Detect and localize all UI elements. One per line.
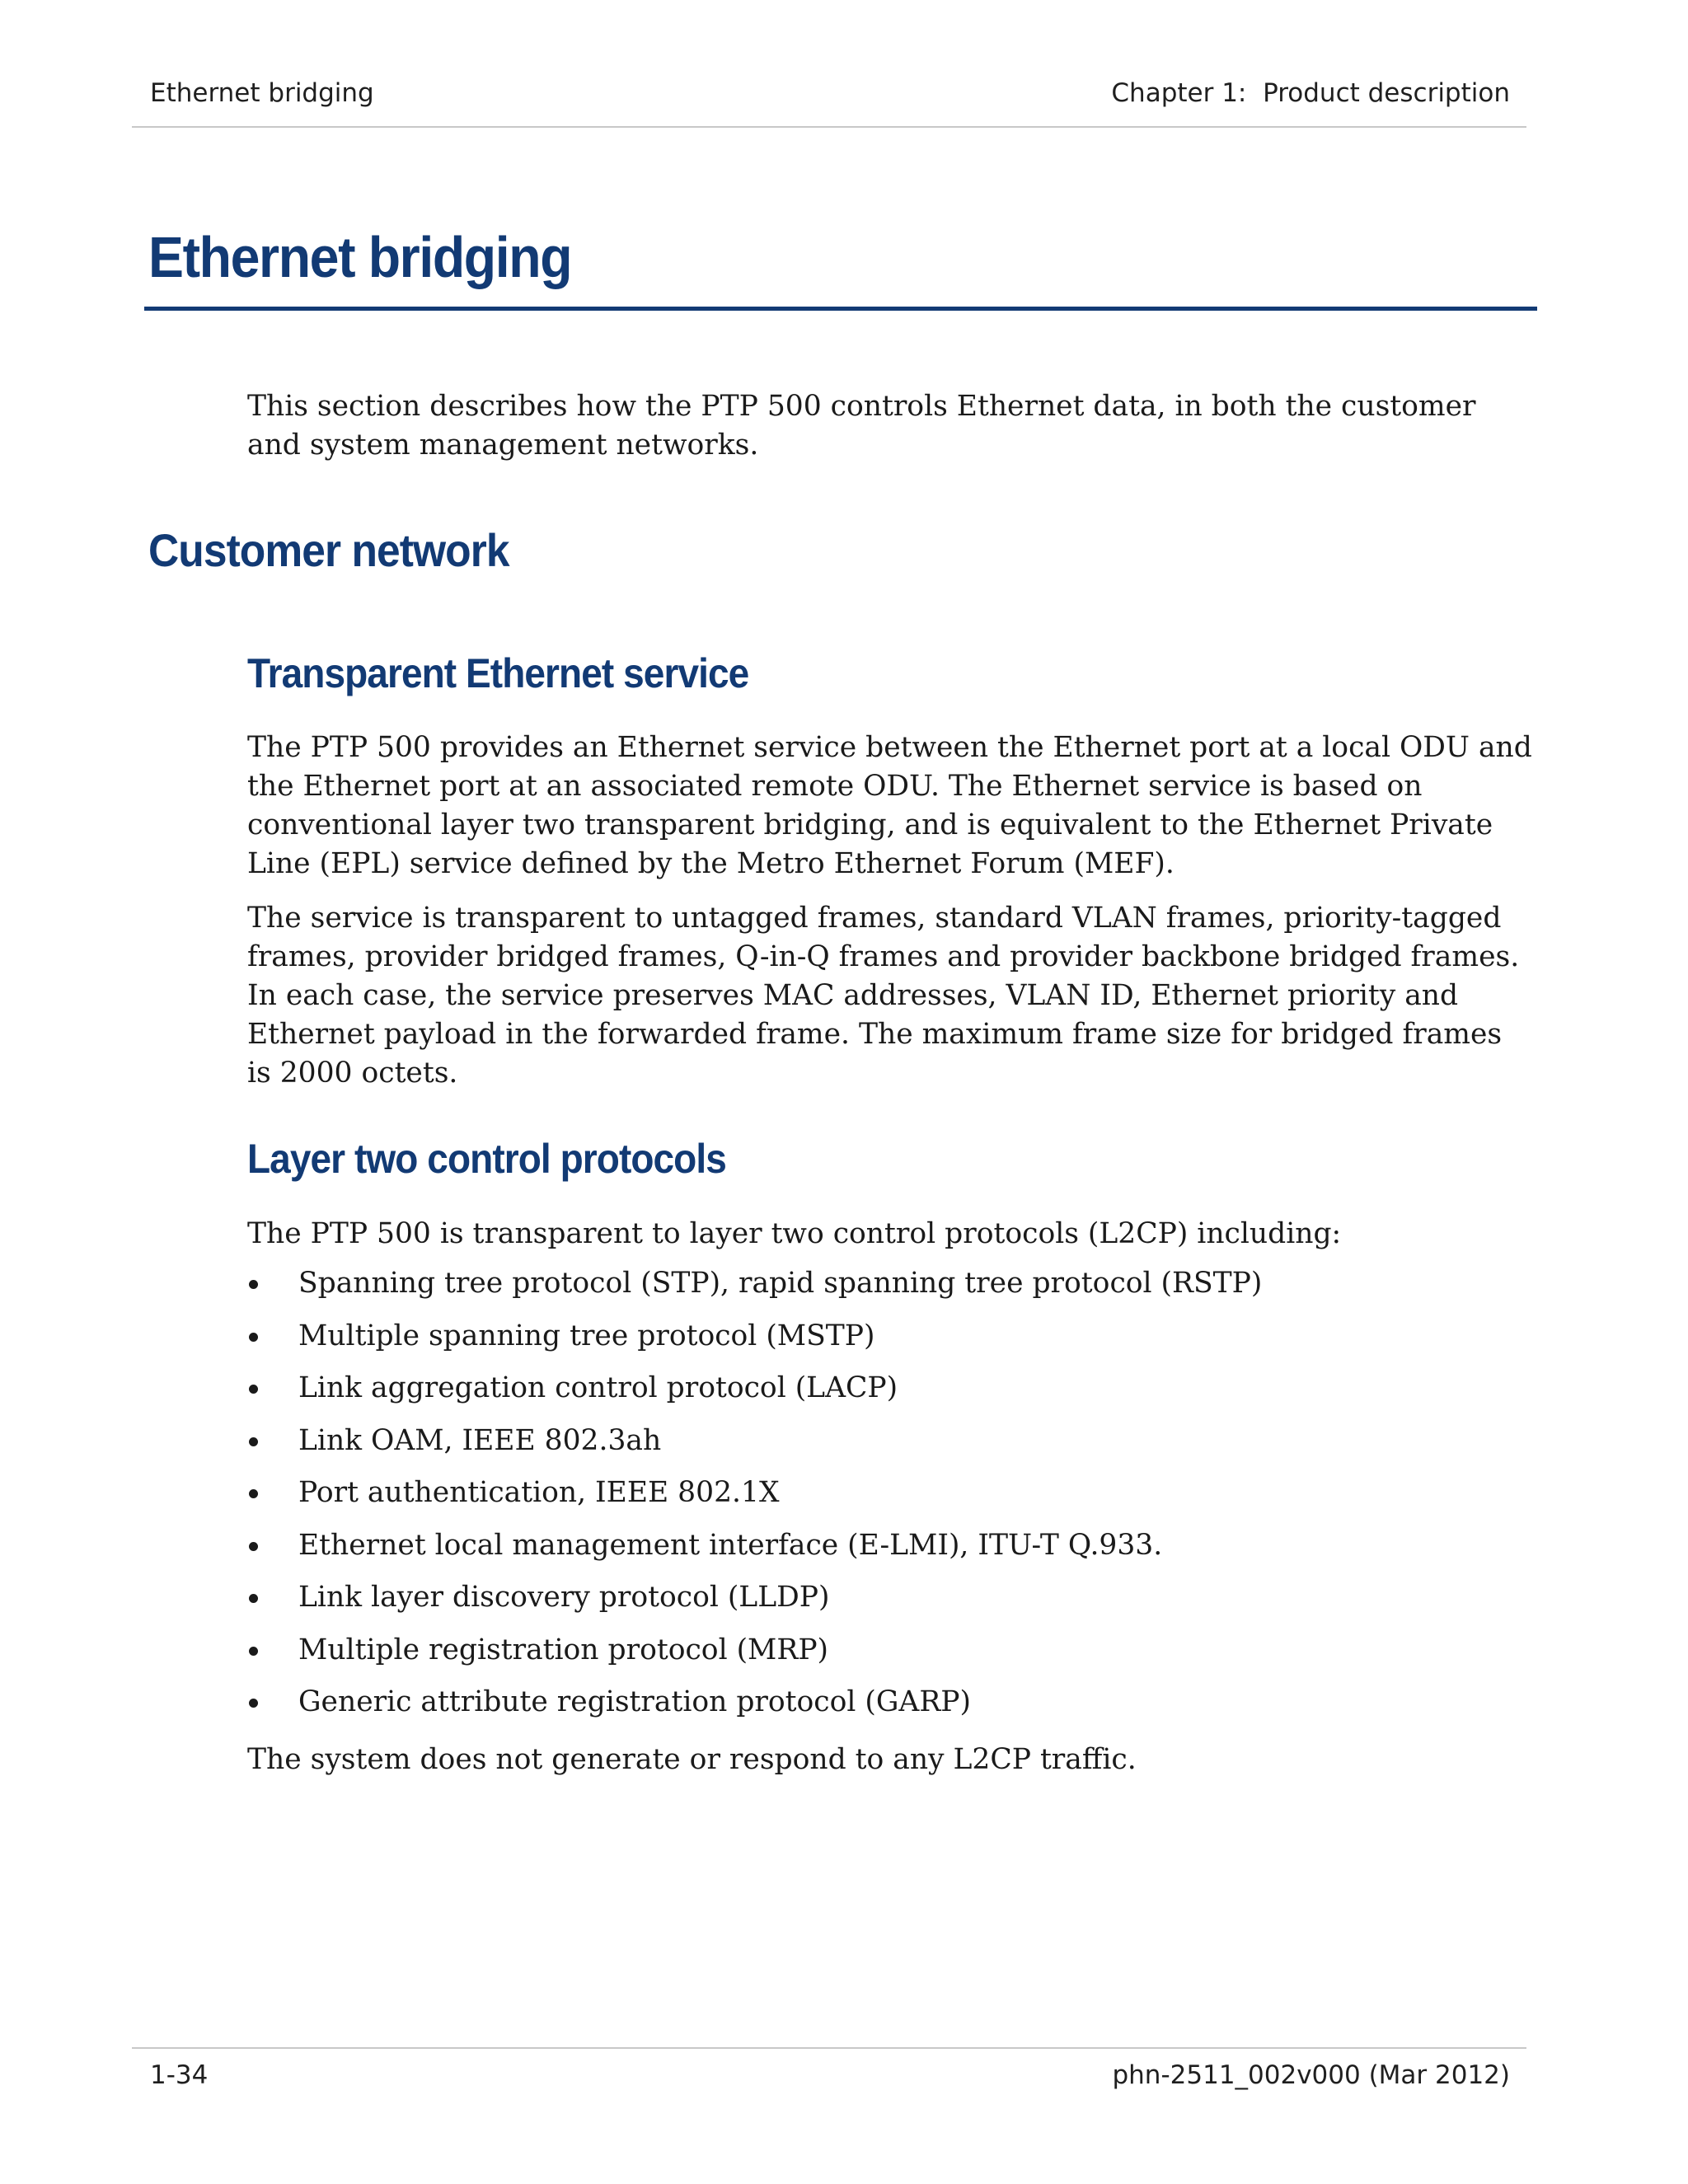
list-item-text: Link layer discovery protocol (LLDP) (298, 1581, 830, 1614)
list-item (247, 1317, 1533, 1370)
bullet-icon (249, 1280, 258, 1289)
list-item-text: Generic attribute registration protocol (GARP) (298, 1685, 971, 1718)
bullet-icon (249, 1594, 258, 1603)
list-item (247, 1474, 1533, 1526)
list-item (247, 1422, 1533, 1474)
intro-paragraph: This section describes how the PTP 500 controls Ethernet data, in both the customer and system management networks. (247, 390, 1476, 462)
bullet-icon (249, 1647, 258, 1656)
subsection-heading-transparent-ethernet: Transparent Ethernet service (247, 650, 749, 696)
list-item-text: Port authentication, IEEE 802.1X (298, 1476, 780, 1509)
list-item (247, 1369, 1533, 1422)
list-item-text: Spanning tree protocol (STP), rapid spanning tree protocol (RSTP) (298, 1267, 1263, 1300)
list-item-text: Multiple spanning tree protocol (MSTP) (298, 1319, 875, 1352)
page-number: 1-34 (150, 2060, 209, 2090)
section-heading-customer-network: Customer network (148, 524, 509, 576)
list-item-text: Multiple registration protocol (MRP) (298, 1633, 829, 1666)
title-underline-divider (144, 307, 1537, 311)
list-item (247, 1526, 1533, 1579)
bullet-icon (249, 1333, 258, 1342)
l2cp-closing-paragraph: The system does not generate or respond to any L2CP traffic. (247, 1743, 1137, 1776)
bullet-icon (249, 1385, 258, 1394)
subsection-heading-l2cp: Layer two control protocols (247, 1136, 726, 1182)
running-footer (132, 2047, 1526, 2148)
bullet-icon (249, 1699, 258, 1708)
transparent-service-paragraph-2: The service is transparent to untagged frames, standard VLAN frames, priority-tagged frames, provider bridged frames, Q-in-Q frames and provider backbone bridged frames. In each case, the service preserves MAC addresses, VLAN ID, Ethernet priority and Ethernet payload in the forwarded frame. The maximum frame size for bridged frames is 2000 octets. (247, 902, 1520, 1090)
list-item (247, 1264, 1533, 1317)
page-title: Ethernet bridging (148, 225, 572, 289)
l2cp-protocol-list (247, 1264, 1533, 1736)
list-item-text: Link aggregation control protocol (LACP) (298, 1371, 898, 1404)
header-chapter-name: Chapter 1: Product description (1111, 78, 1510, 108)
list-item-text: Ethernet local management interface (E-LMI), ITU-T Q.933. (298, 1528, 1163, 1562)
list-item (247, 1631, 1533, 1684)
bullet-icon (249, 1437, 258, 1446)
l2cp-lead-paragraph: The PTP 500 is transparent to layer two control protocols (L2CP) including: (247, 1217, 1342, 1250)
transparent-service-paragraph-1: The PTP 500 provides an Ethernet service between the Ethernet port at a local ODU and the Ethernet port at an associated remote ODU. The Ethernet service is based on conventional layer two transparent bridging, and is equivalent to the Ethernet Private Line (EPL) service defined by the Metro Ethernet Forum (MEF). (247, 731, 1532, 880)
bullet-icon (249, 1489, 258, 1498)
list-item (247, 1683, 1533, 1736)
bullet-icon (249, 1542, 258, 1551)
list-item-text: Link OAM, IEEE 802.3ah (298, 1423, 662, 1457)
header-section-name: Ethernet bridging (150, 78, 374, 108)
running-header (132, 0, 1526, 128)
document-id: phn-2511_002v000 (Mar 2012) (1112, 2060, 1510, 2090)
list-item (247, 1578, 1533, 1631)
